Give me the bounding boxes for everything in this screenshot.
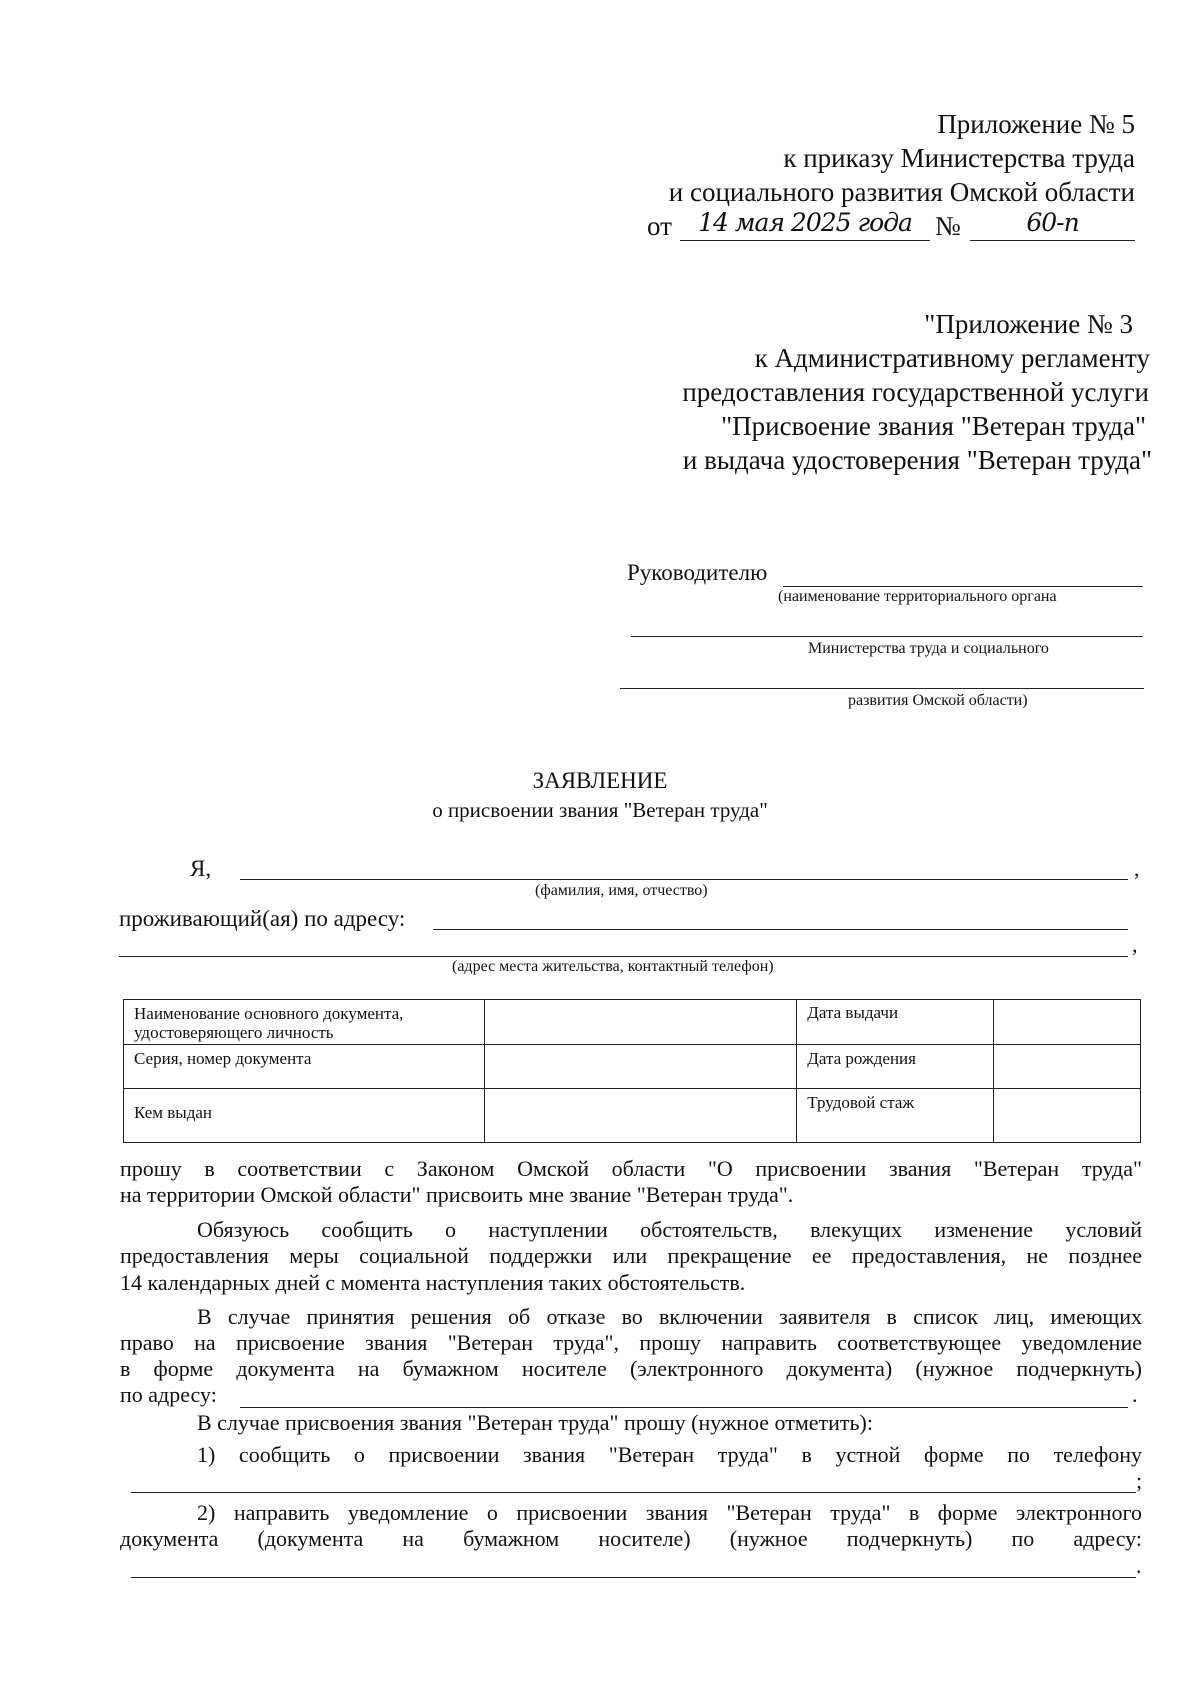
full-name-line[interactable] xyxy=(240,879,1128,880)
p6-line2: документа (документа на бумажном носителе) (нужное подчеркнуть) по адресу: xyxy=(120,1526,1142,1551)
statement-title: ЗАЯВЛЕНИЕ xyxy=(532,768,668,793)
issued-by-field[interactable] xyxy=(484,1089,797,1143)
refusal-address-end: . xyxy=(1132,1382,1138,1407)
address-label: проживающий(ая) по адресу: xyxy=(119,906,406,931)
table-row xyxy=(124,1045,1141,1089)
recipient-hint-3: развития Омской области) xyxy=(848,692,1028,709)
work-experience-label: Трудовой стаж xyxy=(797,1089,994,1143)
appendix5-title: Приложение № 5 xyxy=(937,109,1135,139)
order-date-handwritten: 14 мая 2025 года xyxy=(698,208,912,237)
statement-subtitle: о присвоении звания "Ветеран труда" xyxy=(432,798,768,822)
address-line-1[interactable] xyxy=(433,929,1128,930)
work-experience-field[interactable] xyxy=(994,1089,1141,1143)
p3-line2: право на присвоение звания "Ветеран труда", прошу направить соответствующее уведомление xyxy=(120,1330,1142,1355)
full-name-comma: , xyxy=(1134,856,1140,881)
phone-end: ; xyxy=(1136,1468,1143,1493)
appendix3-line3: предоставления государственной услуги xyxy=(682,377,1149,407)
appendix5-line3: и социального развития Омской области xyxy=(668,177,1135,207)
appendix3-line1: "Приложение № 3 xyxy=(924,309,1133,339)
id-document-name-label: Наименование основного документа, удостоверяющего личность xyxy=(124,1000,485,1045)
table-row xyxy=(124,1089,1141,1143)
issued-by-label: Кем выдан xyxy=(124,1089,485,1143)
series-number-field[interactable] xyxy=(484,1045,797,1089)
address-line-2[interactable] xyxy=(119,956,1128,957)
p2-line2: предоставления меры социальной поддержки или прекращение ее предоставления, не позднее xyxy=(120,1243,1142,1268)
phone-line[interactable] xyxy=(131,1492,1136,1493)
birth-date-label: Дата рождения xyxy=(797,1045,994,1089)
p2-line3: 14 календарных дней с момента наступления таких обстоятельств. xyxy=(120,1270,746,1295)
recipient-line-1[interactable] xyxy=(783,586,1143,587)
p3-line4: по адресу: xyxy=(120,1382,217,1407)
series-number-label: Серия, номер документа xyxy=(124,1045,485,1089)
table-row xyxy=(124,1000,1141,1045)
p1-line2: на территории Омской области" присвоить мне звание "Ветеран труда". xyxy=(120,1182,794,1207)
address-comma: , xyxy=(1132,932,1138,957)
notification-address-line[interactable] xyxy=(131,1577,1136,1578)
id-document-table xyxy=(123,999,1141,1143)
order-number-line xyxy=(970,240,1135,241)
p5-line1: 1) сообщить о присвоении звания "Ветеран труда" в устной форме по телефону xyxy=(197,1442,1142,1467)
p4-line1: В случае присвоения звания "Ветеран труда" прошу (нужное отметить): xyxy=(197,1410,873,1435)
appendix3-line4: "Присвоение звания "Ветеран труда" xyxy=(721,411,1146,441)
appendix3-line2: к Административному регламенту xyxy=(754,343,1150,373)
p3-line1: В случае принятия решения об отказе во включении заявителя в список лиц, имеющих xyxy=(197,1304,1142,1329)
issue-date-field[interactable] xyxy=(994,1000,1141,1045)
notification-address-end: . xyxy=(1136,1553,1142,1578)
p3-line3: в форме документа на бумажном носителе (электронного документа) (нужное подчеркнуть) xyxy=(120,1356,1142,1381)
appendix3-line5: и выдача удостоверения "Ветеран труда" xyxy=(682,445,1152,475)
birth-date-field[interactable] xyxy=(994,1045,1141,1089)
p2-line1: Обязуюсь сообщить о наступлении обстоятельств, влекущих изменение условий xyxy=(197,1217,1142,1242)
address-hint: (адрес места жительства, контактный телефон) xyxy=(452,958,774,975)
date-prefix: от xyxy=(647,211,672,241)
recipient-label: Руководителю xyxy=(627,560,768,585)
order-date-line xyxy=(680,240,930,241)
order-number-handwritten: 60-п xyxy=(1026,208,1079,237)
i-label: Я, xyxy=(190,856,212,881)
p6-line1: 2) направить уведомление о присвоении звания "Ветеран труда" в форме электронного xyxy=(197,1500,1142,1525)
issue-date-label: Дата выдачи xyxy=(797,1000,994,1045)
recipient-hint-2: Министерства труда и социального xyxy=(808,640,1049,657)
p1-line1: прошу в соответствии с Законом Омской области "О присвоении звания "Ветеран труда" xyxy=(120,1156,1142,1181)
refusal-address-line[interactable] xyxy=(240,1407,1128,1408)
appendix5-line2: к приказу Министерства труда xyxy=(783,143,1135,173)
recipient-line-3[interactable] xyxy=(620,688,1144,689)
number-sign: № xyxy=(935,211,961,241)
recipient-hint-1: (наименование территориального органа xyxy=(778,588,1057,605)
recipient-line-2[interactable] xyxy=(631,636,1143,637)
id-document-name-field[interactable] xyxy=(484,1000,797,1045)
full-name-hint: (фамилия, имя, отчество) xyxy=(535,882,708,899)
